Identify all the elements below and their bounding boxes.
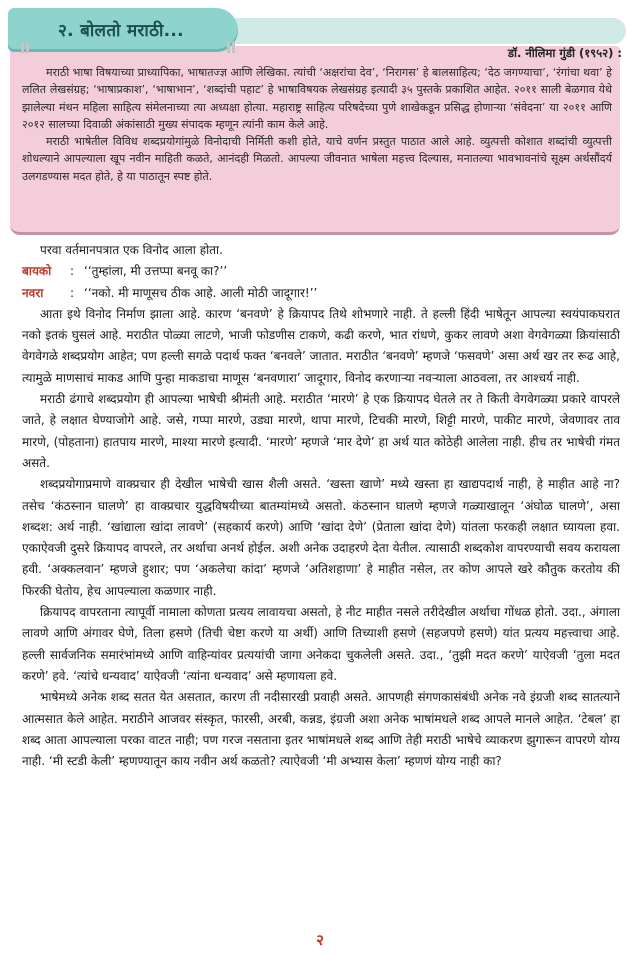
intro-paragraph: मराठी भाषेतील विविध शब्दप्रयोगांमुळे विनोदाची निर्मिती कशी होते, याचे वर्णन प्रस्तुत पाठात आले आहे. व्युत्पत्ती कोशात शब्दांची व्युत्पत्ती शोधल्याने आपल्याला खूप नवीन माहिती कळते, आनंदही मिळतो. आपल्या जीवनात भाषेला महत्त्व दिल्यास, मनातल्या भावभावनांचे सूक्ष्म अर्थसौंदर्य उलगडण्यास मदत होते, हे या पाठातून स्पष्ट होते.: [22, 135, 612, 183]
body-paragraph: भाषेमध्ये अनेक शब्द सतत येत असतात, कारण ती नदीसारखी प्रवाही असते. आपणही संगणकासंबंधी अनेक नवे इंग्रजी शब्द सातत्याने आत्मसात केले आहेत. मराठीने आजवर संस्कृत, फारसी, अरबी, कन्नड, इंग्रजी अशा अनेक भाषांमधले शब्द आपले मानले आहेत. ‘टेबल’ हा शब्द आता आपल्याला परका वाटत नाही; पण गरज नसताना इतर भाषांमधले शब्द आणि तेही मराठी भाषेचे व्याकरण झुगारून वापरणे योग्य नाही. ‘मी स्टडी केली’ म्हणण्यातून काय नवीन अर्थ कळतो? त्याऐवजी ‘मी अभ्यास केला’ म्हणणं योग्य नाही का?: [22, 690, 620, 769]
body-paragraph: क्रियापद वापरताना त्यापूर्वी नामाला कोणता प्रत्यय लावायचा असतो, हे नीट माहीत नसले तरीदेखील अर्थाचा गोंधळ होतो. उदा., अंगाला लावणे आणि अंगावर घेणे, तिला हसणे (तिची चेष्टा करणे या अर्थी) आणि तिच्याशी हसणे (सहजपणे हसणे) यांत प्रत्यय महत्त्वाचा आहे. हल्ली सार्वजनिक समारंभांमध्ये आणि वाहिन्यांवर प्रत्ययांची जागा अनेकदा चुकलेली असते. उदा., ‘तुझी मदत करणे’ याऐवजी ‘तुला मदत करणे’ हवे. ‘त्यांचे धन्यवाद’ याऐवजी ‘त्यांना धन्यवाद’ असे म्हणायला हवे.: [22, 605, 620, 683]
dialog-line: नवरा : ‘‘नको. मी माणूसच ठीक आहे. आली मोठी जादूगार!’’: [22, 283, 620, 304]
page-number: २: [316, 931, 324, 949]
intro-paragraph: मराठी भाषा विषयाच्या प्राध्यापिका, भाषातज्ज्ञ आणि लेखिका. त्यांची ‘अक्षरांचा देव’, ‘निरागस’ हे बालसाहित्य; ‘देठ जगण्याचा’, ‘रंगांचा थवा’ हे ललित लेखसंग्रह; ‘भाषाप्रकाश’, ‘भाषाभान’, ‘शब्दांची पहाट’ हे भाषाविषयक लेखसंग्रह इत्यादी ३५ पुस्तके प्रकाशित आहेत. २०११ साली बेळगाव येथे झालेल्या मंथन महिला साहित्य संमेलनाच्या त्या अध्यक्षा होत्या. महाराष्ट्र साहित्य परिषदेच्या पुणे शाखेकडून प्रसिद्ध होणाऱ्या ‘संवेदना’ या २०११ आणि २०१२ सालच्या दिवाळी अंकांसाठी मुख्य संपादक म्हणून त्यांनी काम केले आहे.: [22, 66, 612, 131]
dialog-line: बायको : ‘‘तुम्हांला, मी उत्तप्पा बनवू का?’’: [22, 261, 620, 282]
speaker-label: नवरा: [22, 285, 44, 300]
author-intro-text: [22, 64, 612, 185]
dialog-text: ‘‘नको. मी माणूसच ठीक आहे. आली मोठी जादूगार!’’: [84, 285, 318, 300]
speaker-label: बायको: [22, 264, 52, 279]
body-paragraph: शब्दप्रयोगाप्रमाणे वाक्प्रचार ही देखील भाषेची खास शैली असते. ‘खस्ता खाणे’ मध्ये खस्ता हा खाद्यपदार्थ नाही, हे माहीत आहे ना? तसेच ‘कंठस्नान घालणे’ हा वाक्प्रचार युद्धविषयीच्या बातम्यांमध्ये असतो. कंठस्नान घालणे म्हणजे गळ्याखालून ‘अंघोळ घालणे’, असा शब्दश: अर्थ नाही. ‘खांद्याला खांदा लावणे’ (सहकार्य करणे) आणि ‘खांदा देणे’ (प्रेताला खांदा देणे) यांतला फरकही लक्षात घ्यायला हवा. एकाऐवजी दुसरे क्रियापद वापरले, तर अर्थाचा अनर्थ होईल. अशी अनेक उदाहरणे देता येतील. त्यासाठी शब्दकोश वापरण्याची सवय करायला हवी. ‘अक्कलवान’ म्हणजे हुशार; पण ‘अकलेचा कांदा’ म्हणजे ‘अतिशहाणा’ हे माहीत नसेल, तर कोण आपले खरे कौतुक करतोय की फिरकी घेतोय, हेच आपल्याला कळणार नाही.: [22, 477, 620, 598]
chapter-title: २. बोलतो मराठी...: [58, 21, 184, 41]
body-paragraph: मराठी ढंगाचे शब्दप्रयोग ही आपल्या भाषेची श्रीमंती आहे. मराठीत ‘मारणे’ हे एक क्रियापद घेतले तर ते किती वेगवेगळ्या प्रकारे वापरले जाते, हे लक्षात घेण्याजोगे आहे. जसे, गप्पा मारणे, उड्या मारणे, थापा मारणे, टिचकी मारणे, शिट्टी मारणे, पाकीट मारणे, जेवणावर ताव मारणे, (पोहताना) हातपाय मारणे, माश्या मारणे इत्यादी. ‘मारणे’ म्हणजे ‘मार देणे’ हा अर्थ यात कोठेही आलेला नाही. हीच तर भाषेची गंमत असते.: [22, 392, 620, 470]
body-paragraph: आता इथे विनोद निर्माण झाला आहे. कारण ‘बनवणे’ हे क्रियापद तिथे शोभणारे नाही. ते हल्ली हिंदी भाषेतून आपल्या स्वयंपाकघरात नको इतकं घुसलं आहे. मराठीत पोळ्या लाटणे, भाजी फोडणीस टाकणे, कढी करणे, भात रांधणे, कुकर लावणे अशा वेगवेगळ्या क्रियांसाठी वेगवेगळे शब्दप्रयोग आहेत; पण हल्ली सगळे पदार्थ फक्त ‘बनवले’ जातात. मराठीत ‘बनवणे’ म्हणजे ‘फसवणे’ असा अर्थ खर तर रूढ आहे, त्यामुळे माणसाचं माकड आणि पुन्हा माकडाचा माणूस ‘बनवणारा’ जादूगार, विनोद करणाऱ्या नवऱ्याला आठवला, तर आश्चर्य नाही.: [22, 306, 620, 385]
author-name: डॉ. नीलिमा गुंडी (१९५२) :: [507, 46, 622, 60]
banner-ribbon: [226, 18, 626, 44]
lesson-body: [22, 240, 620, 772]
dialog-text: ‘‘तुम्हांला, मी उत्तप्पा बनवू का?’’: [84, 264, 228, 279]
pin-icon: [226, 38, 240, 56]
opening-line: परवा वर्तमानपत्रात एक विनोद आला होता.: [40, 243, 223, 257]
pin-icon: [20, 38, 34, 56]
